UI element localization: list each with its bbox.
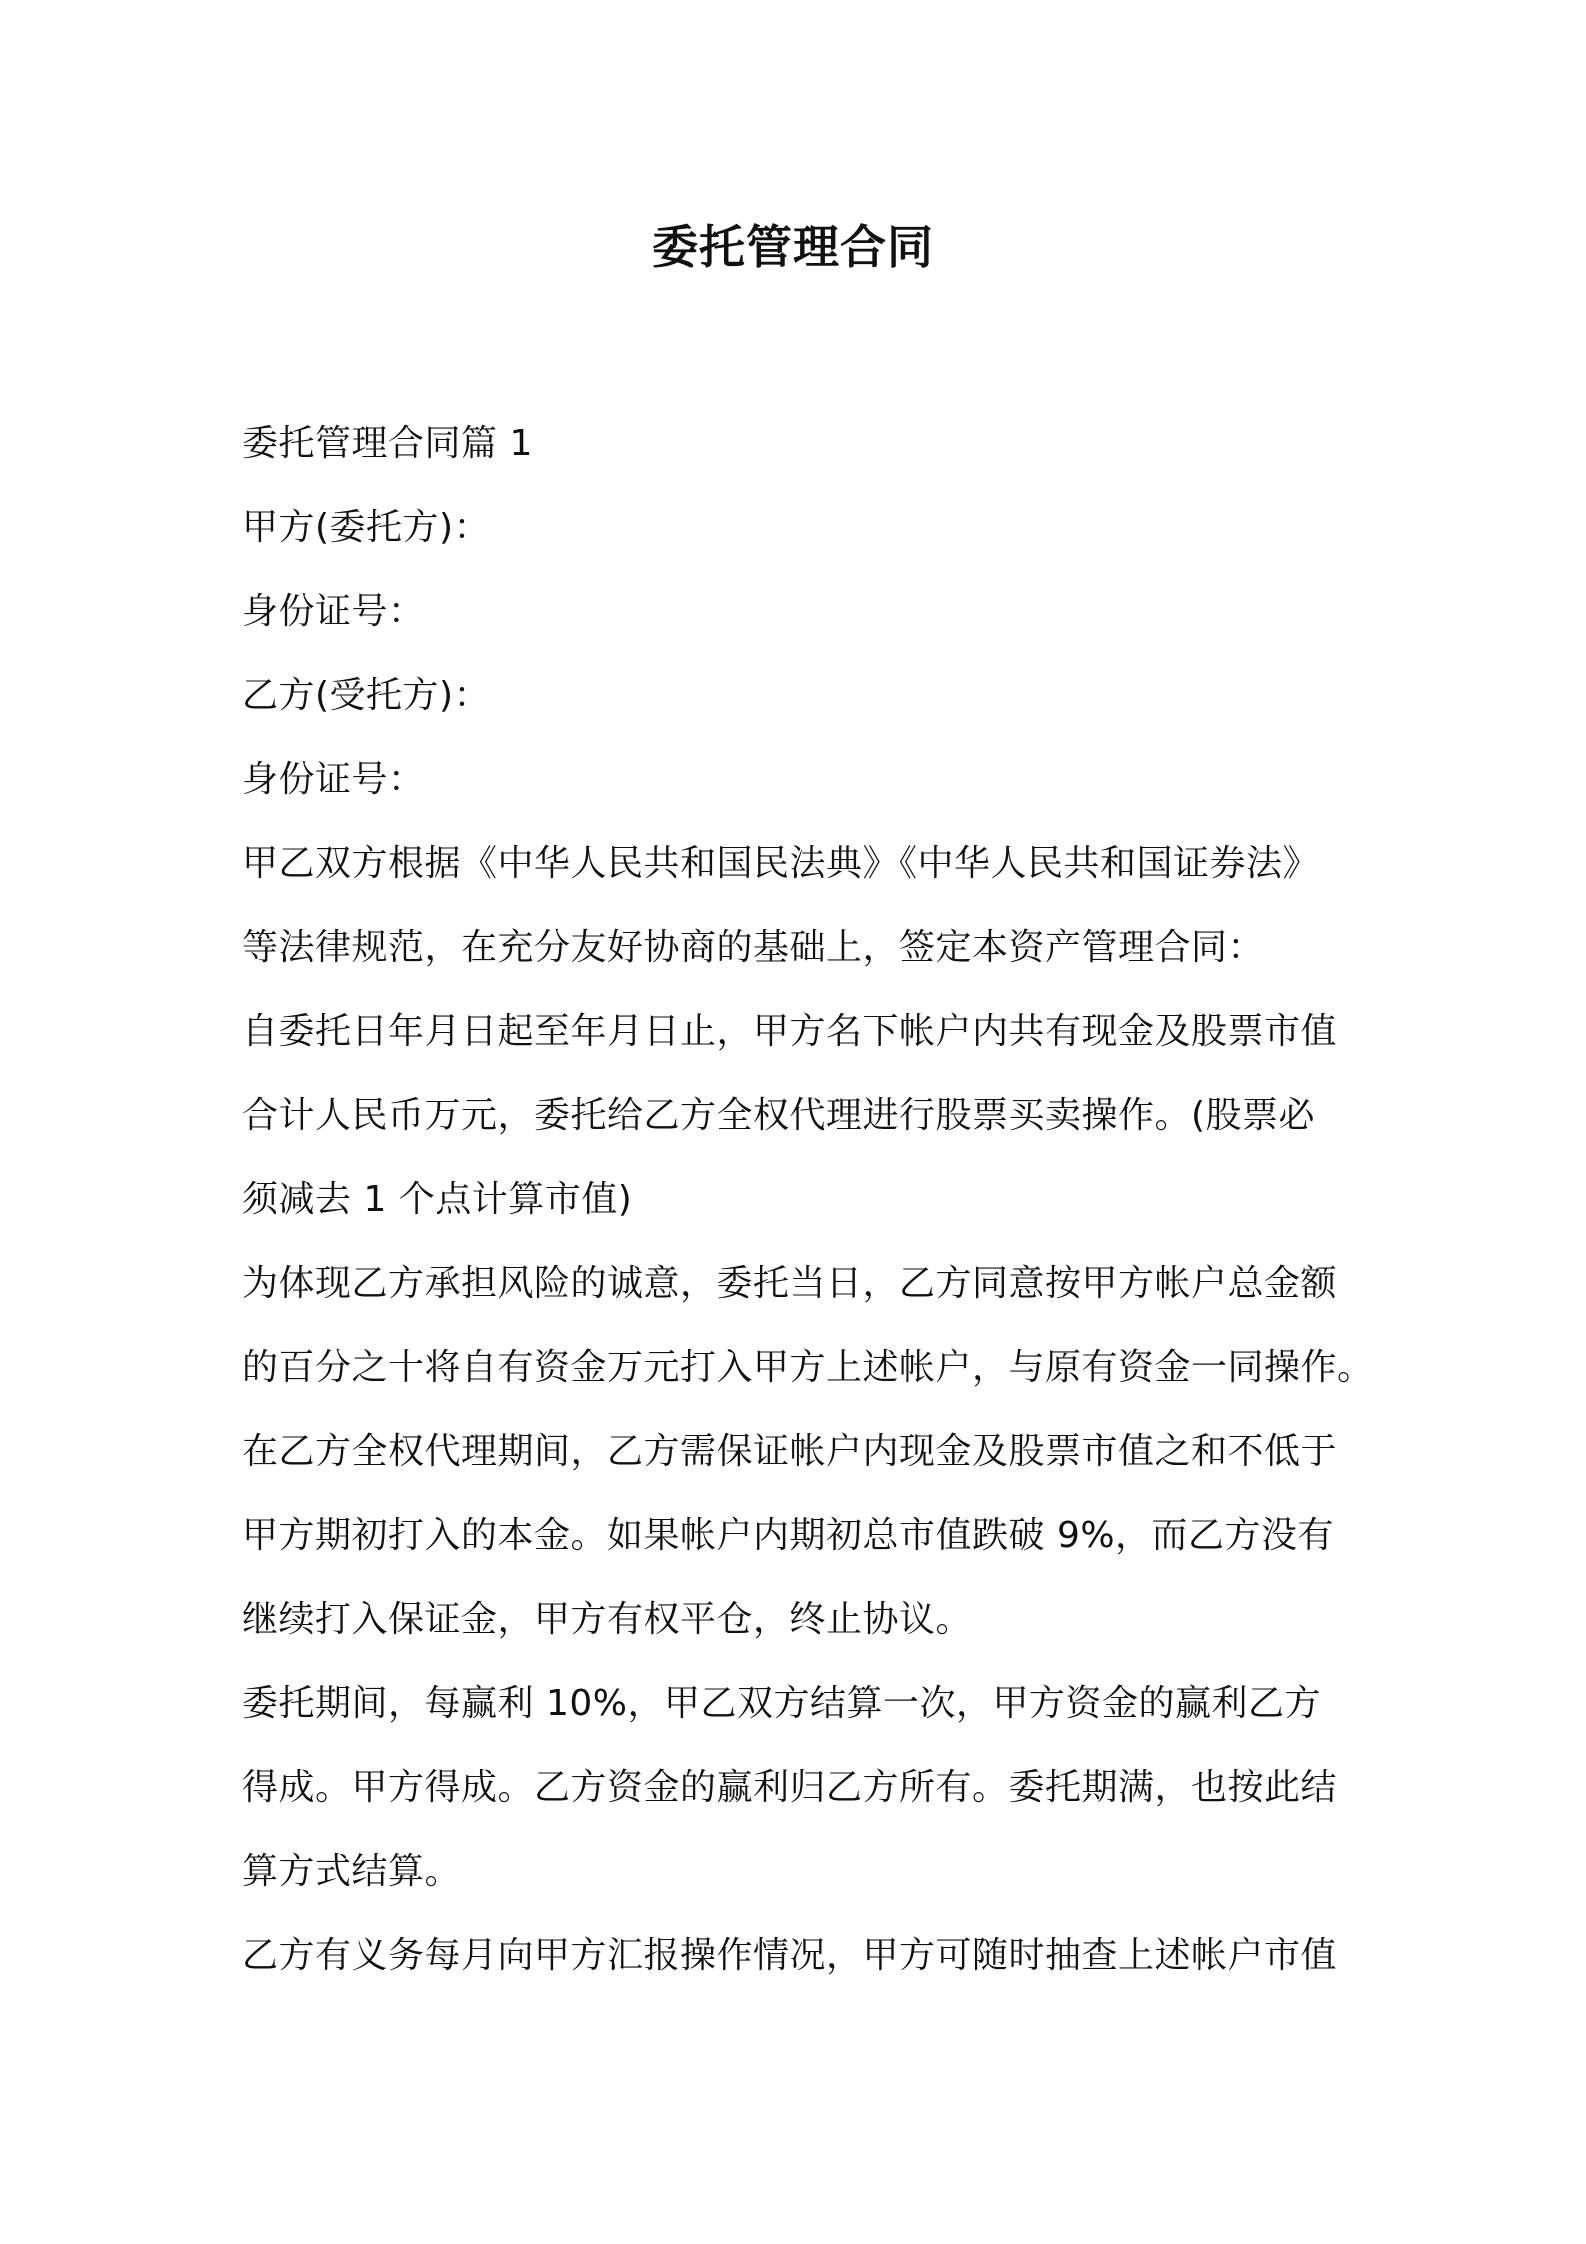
party-b-label: 乙方(受托方)： (242, 675, 491, 716)
paragraph-line: 算方式结算。 (242, 1851, 462, 1892)
paragraph-line: 须减去 1 个点计算市值) (242, 1179, 633, 1220)
paragraph-line: 自委托日年月日起至年月日止，甲方名下帐户内共有现金及股票市值 (242, 1011, 1338, 1052)
paragraph-line: 的百分之十将自有资金万元打入甲方上述帐户，与原有资金一同操作。 (242, 1347, 1374, 1388)
paragraph-line: 为体现乙方承担风险的诚意，委托当日，乙方同意按甲方帐户总金额 (242, 1263, 1338, 1304)
party-b-id-label: 身份证号： (242, 759, 425, 800)
document-body (242, 402, 1374, 1998)
paragraph-line: 等法律规范，在充分友好协商的基础上，签定本资产管理合同： (242, 927, 1265, 968)
paragraph-line: 继续打入保证金，甲方有权平仓，终止协议。 (242, 1599, 973, 1640)
paragraph-line: 得成。甲方得成。乙方资金的赢利归乙方所有。委托期满，也按此结 (242, 1767, 1338, 1808)
paragraph-line: 乙方有义务每月向甲方汇报操作情况，甲方可随时抽查上述帐户市值 (242, 1935, 1338, 1976)
party-a-label: 甲方(委托方)： (242, 507, 491, 548)
paragraph-line: 甲方期初打入的本金。如果帐户内期初总市值跌破 9%，而乙方没有 (242, 1515, 1335, 1556)
paragraph-line: 在乙方全权代理期间，乙方需保证帐户内现金及股票市值之和不低于 (242, 1431, 1338, 1472)
section-heading: 委托管理合同篇 1 (242, 423, 533, 464)
paragraph-line: 委托期间，每赢利 10%，甲乙双方结算一次，甲方资金的赢利乙方 (242, 1683, 1321, 1724)
party-a-id-label: 身份证号： (242, 591, 425, 632)
paragraph-line: 合计人民币万元，委托给乙方全权代理进行股票买卖操作。(股票必 (242, 1095, 1316, 1136)
paragraph-line: 甲乙双方根据《中华人民共和国民法典》《中华人民共和国证券法》 (242, 843, 1320, 884)
document-title: 委托管理合同 (652, 220, 934, 274)
